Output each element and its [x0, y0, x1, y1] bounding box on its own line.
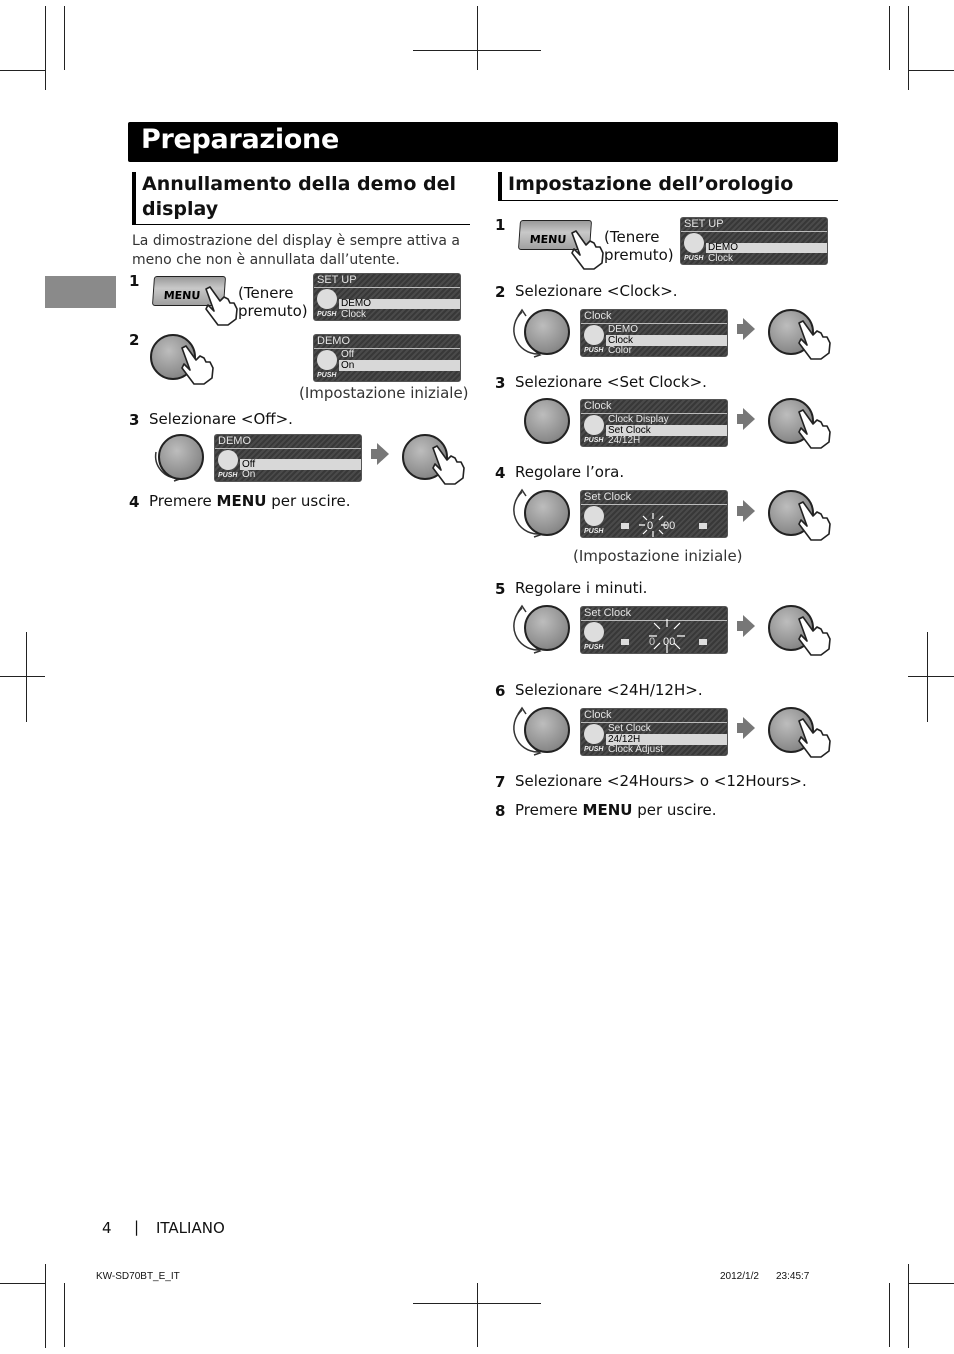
arrow-right-icon: [743, 615, 755, 637]
crop-mark: [64, 6, 65, 70]
pointing-hand-icon: [793, 615, 833, 657]
step-number: 5: [495, 580, 506, 598]
lcd-line: Clock: [341, 309, 367, 320]
lcd-line: Clock: [606, 335, 727, 346]
step-number: 4: [129, 493, 140, 511]
hold-note: [604, 228, 674, 264]
lcd-header: SET UP: [317, 274, 357, 286]
left-section-heading: [132, 172, 470, 225]
menu-button-label: MENU: [163, 289, 201, 302]
step-text: Regolare i minuti.: [515, 579, 648, 597]
crop-mark: [908, 676, 954, 677]
lcd-display: [313, 273, 461, 321]
rotate-icon: [584, 506, 604, 526]
lcd-header: Clock: [584, 310, 612, 322]
step-text: Regolare l’ora.: [515, 463, 625, 481]
lcd-display: [580, 490, 728, 538]
menu-button-label: MENU: [529, 233, 567, 246]
control-dial[interactable]: [524, 707, 570, 753]
crop-mark: [908, 6, 909, 90]
lcd-line: On: [339, 360, 460, 371]
pointing-hand-icon: [566, 229, 606, 271]
crop-mark: [908, 1283, 954, 1284]
control-dial[interactable]: [524, 398, 570, 444]
step-number: 4: [495, 464, 506, 482]
arrow-right-icon: [743, 500, 755, 522]
push-label: PUSH: [584, 347, 604, 354]
note-line1: (Tenere: [604, 228, 660, 246]
initial-setting-caption: (Impostazione iniziale): [299, 384, 469, 402]
left-intro: [132, 232, 460, 270]
right-arrow-icon: [699, 639, 707, 645]
left-heading-line2: display: [142, 198, 219, 220]
lcd-line: Off: [240, 459, 361, 470]
arrow-right-icon: [743, 318, 755, 340]
crop-mark: [0, 676, 45, 677]
note-line2: premuto): [238, 302, 308, 320]
pointing-hand-icon: [793, 717, 833, 759]
lcd-display: [214, 434, 362, 482]
crop-mark: [889, 1283, 890, 1347]
rotate-icon: [317, 350, 337, 370]
clock-minute: 00: [663, 520, 676, 532]
rotate-icon: [317, 289, 337, 309]
note-line2: premuto): [604, 246, 674, 264]
lcd-line: DEMO: [339, 299, 460, 309]
clock-hour: 0: [649, 636, 656, 648]
section-tab: [45, 276, 116, 308]
page-title: Preparazione: [141, 124, 339, 155]
step-text: Premere MENU per uscire.: [149, 492, 351, 510]
step-number: 3: [495, 374, 506, 392]
arrow-right-icon: [743, 717, 755, 739]
print-time: 23:45:7: [776, 1271, 810, 1282]
lcd-line: Set Clock: [608, 723, 651, 734]
lcd-line: 24/12H: [606, 734, 727, 745]
lcd-line: Clock Adjust: [608, 744, 664, 755]
lcd-header: Set Clock: [584, 491, 632, 503]
rotate-icon: [684, 233, 704, 253]
hold-note: [238, 284, 308, 320]
rotate-icon: [584, 325, 604, 345]
crop-mark: [64, 1283, 65, 1347]
print-date: 2012/1/2: [720, 1271, 759, 1282]
pointing-hand-icon: [200, 285, 240, 327]
rotate-icon: [584, 415, 604, 435]
pointing-hand-icon: [793, 319, 833, 361]
arrow-right-icon: [377, 443, 389, 465]
lcd-header: Set Clock: [584, 607, 632, 619]
step-text: Premere MENU per uscire.: [515, 801, 717, 819]
control-dial[interactable]: [158, 434, 204, 480]
lcd-display: [580, 708, 728, 756]
crop-mark: [0, 70, 45, 71]
lcd-line: 24/12H: [608, 435, 641, 446]
step-number: 6: [495, 682, 506, 700]
step-text: Selezionare <Set Clock>.: [515, 373, 707, 391]
left-arrow-icon: [621, 639, 629, 645]
step-text: Selezionare <24H/12H>.: [515, 681, 703, 699]
pointing-hand-icon: [793, 500, 833, 542]
intro-line2: meno che non è annullata dall’utente.: [132, 252, 400, 268]
step-number: 8: [495, 802, 506, 820]
step-number: 2: [495, 283, 506, 301]
push-label: PUSH: [584, 746, 604, 753]
control-dial[interactable]: [524, 490, 570, 536]
pointing-hand-icon: [793, 408, 833, 450]
lcd-line: Color: [608, 345, 632, 356]
crop-mark: [908, 70, 954, 71]
crop-mark: [477, 1283, 478, 1347]
lcd-display: [580, 606, 728, 654]
lcd-header: SET UP: [684, 218, 724, 230]
arrow-right-icon: [743, 408, 755, 430]
lcd-line: Off: [341, 349, 355, 360]
lcd-display: [313, 334, 461, 382]
step-number: 2: [129, 331, 140, 349]
step-text: Selezionare <Off>.: [149, 410, 293, 428]
lcd-header: Clock: [584, 709, 612, 721]
left-arrow-icon: [621, 523, 629, 529]
crop-mark: [889, 6, 890, 70]
control-dial[interactable]: [524, 605, 570, 651]
crop-mark: [477, 6, 478, 70]
lcd-line: Clock: [708, 253, 734, 264]
step-text: Selezionare <Clock>.: [515, 282, 678, 300]
page-title-bar: [128, 122, 838, 162]
crop-mark: [45, 1264, 46, 1348]
page-number: 4: [102, 1219, 112, 1237]
left-heading-line1: Annullamento della demo del: [142, 173, 456, 195]
lcd-display: [680, 217, 828, 265]
note-line1: (Tenere: [238, 284, 294, 302]
push-label: PUSH: [218, 472, 238, 479]
right-arrow-icon: [699, 523, 707, 529]
lcd-line: DEMO: [706, 243, 827, 253]
lcd-header: Clock: [584, 400, 612, 412]
push-label: PUSH: [317, 372, 337, 379]
step-number: 3: [129, 411, 140, 429]
lcd-display: [580, 399, 728, 447]
footer-language: ITALIANO: [156, 1219, 225, 1237]
rotate-icon: [584, 724, 604, 744]
push-label: PUSH: [584, 528, 604, 535]
lcd-line: On: [242, 469, 256, 480]
crop-mark: [927, 632, 928, 722]
right-section-heading: Impostazione dell’orologio: [498, 172, 838, 201]
rotate-icon: [584, 622, 604, 642]
push-label: PUSH: [584, 437, 604, 444]
clock-minute: 00: [663, 636, 676, 648]
file-name: KW-SD70BT_E_IT: [96, 1271, 180, 1282]
step-number: 1: [129, 272, 140, 290]
lcd-header: DEMO: [218, 435, 251, 447]
footer-divider: |: [134, 1218, 140, 1236]
lcd-line: Set Clock: [606, 425, 727, 436]
pointing-hand-icon: [176, 344, 216, 386]
lcd-line: Clock Display: [608, 414, 669, 425]
lcd-header: DEMO: [317, 335, 350, 347]
intro-line1: La dimostrazione del display è sempre attiva a: [132, 233, 461, 249]
pointing-hand-icon: [427, 444, 467, 486]
push-label: PUSH: [684, 255, 704, 262]
lcd-display: [580, 309, 728, 357]
step-text: Selezionare <24Hours> o <12Hours>.: [515, 772, 807, 790]
step-number: 1: [495, 216, 506, 234]
rotate-icon: [218, 450, 238, 470]
lcd-line: DEMO: [608, 324, 638, 335]
crop-mark: [908, 1264, 909, 1348]
push-label: PUSH: [584, 644, 604, 651]
control-dial[interactable]: [524, 309, 570, 355]
crop-mark: [26, 632, 27, 722]
step-number: 7: [495, 773, 506, 791]
initial-setting-caption: (Impostazione iniziale): [573, 547, 743, 565]
crop-mark: [0, 1283, 45, 1284]
clock-hour: 0: [647, 520, 654, 532]
push-label: PUSH: [317, 311, 337, 318]
crop-mark: [45, 6, 46, 90]
